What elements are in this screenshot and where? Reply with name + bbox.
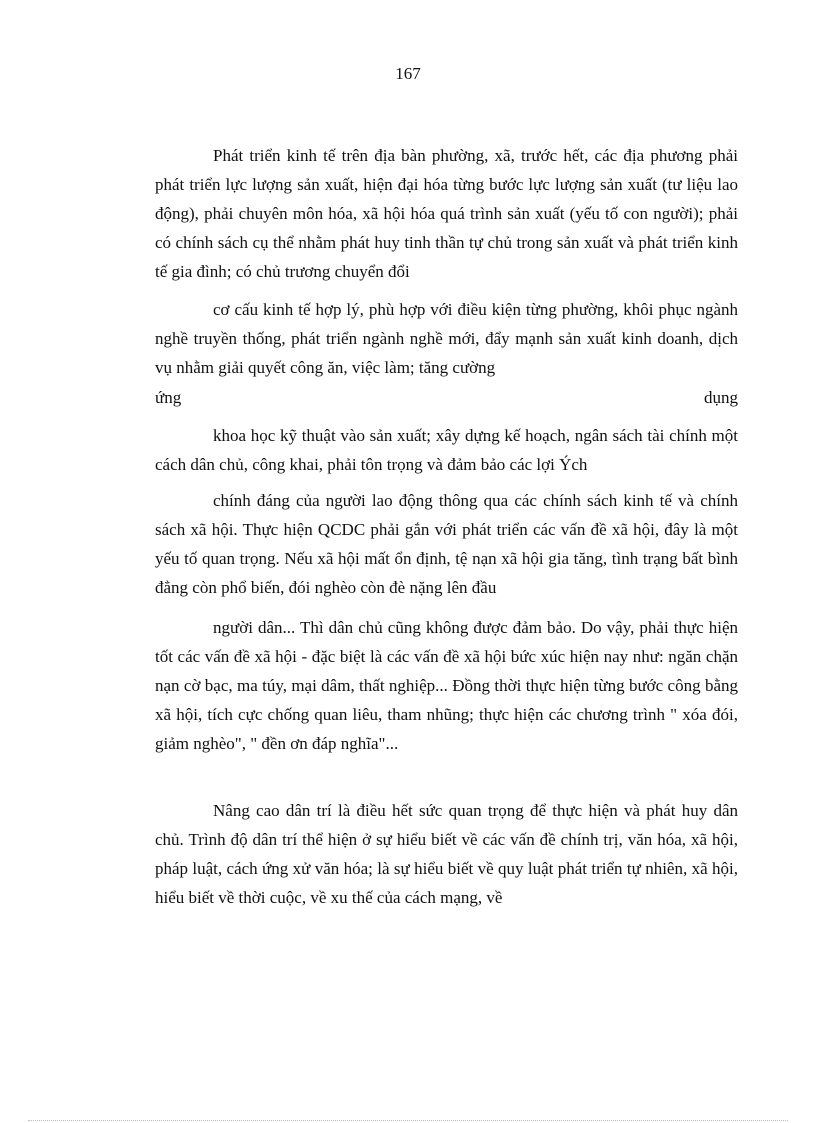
paragraph-economic-structure: cơ cấu kinh tế hợp lý, phù hợp với điều kiện từng phường, khôi phục ngành nghề truyền thống, phát triển ngành nghề mới, đẩy mạnh sản xuất kinh doanh, dịch vụ nhằm giải quyết công ăn, việc làm; tăng cường [155,300,738,377]
split-line-right-word: dụng [704,388,738,407]
page-number: 167 [395,64,421,83]
paragraph-legitimate-rights: chính đáng của người lao động thông qua các chính sách kinh tế và chính sách xã hội. Thực hiện QCDC phải gắn với phát triển các vấn đề xã hội, đây là một yếu tố quan trọng. Nếu xã hội mất ổn định, tệ nạn xã hội gia tăng, tình trạng bất bình đẳng còn phổ biến, đói nghèo còn đè nặng lên đầu [155,491,738,597]
paragraph-science-technology: khoa học kỹ thuật vào sản xuất; xây dựng kế hoạch, ngân sách tài chính một cách dân chủ, công khai, phải tôn trọng và đảm bảo các lợi Ých [155,426,738,474]
split-line-left-word: ứng [155,388,182,407]
page-bottom-border [28,1120,788,1121]
justified-split-line [155,383,738,412]
paragraph-social-issues: người dân... Thì dân chủ cũng không được đảm bảo. Do vậy, phải thực hiện tốt các vấn đề xã hội - đặc biệt là các vấn đề xã hội bức xúc hiện nay như: ngăn chặn nạn cờ bạc, ma túy, mại dâm, thất nghiệp... Đồng thời thực hiện từng bước công bằng xã hội, tích cực chống quan liêu, tham nhũng; thực hiện các chương trình " xóa đói, giảm nghèo", " đền ơn đáp nghĩa"... [155,618,738,753]
paragraph-raising-education: Nâng cao dân trí là điều hết sức quan trọng để thực hiện và phát huy dân chủ. Trình độ dân trí thể hiện ở sự hiểu biết về các vấn đề chính trị, văn hóa, xã hội, pháp luật, cách ứng xử văn hóa; là sự hiểu biết về quy luật phát triển tự nhiên, xã hội, hiểu biết về thời cuộc, về xu thế của cách mạng, về [155,801,738,907]
paragraph-economic-development: Phát triển kinh tế trên địa bàn phường, xã, trước hết, các địa phương phải phát triển lực lượng sản xuất, hiện đại hóa từng bước lực lượng sản xuất (tư liệu lao động), phải chuyên môn hóa, xã hội hóa quá trình sản xuất (yếu tố con người); phải có chính sách cụ thể nhằm phát huy tinh thần tự chủ trong sản xuất và phát triển kinh tế gia đình; có chủ trương chuyển đổi [155,146,738,281]
